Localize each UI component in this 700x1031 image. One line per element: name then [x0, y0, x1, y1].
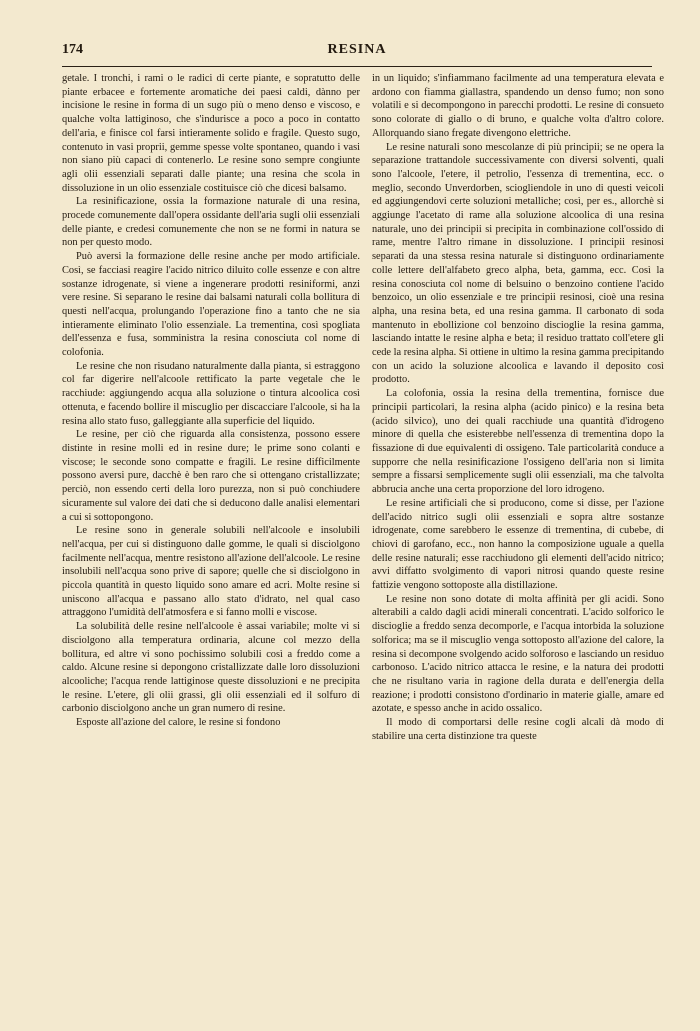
running-title: RESINA [327, 42, 387, 57]
paragraph: La resinificazione, ossia la formazione naturale di una resina, procede comunemente dall'opera ossidante dell'aria sugli olii essenziali delle piante, e credesi comunemente che non se ne formi in natura se non per questo modo. [62, 196, 360, 249]
paragraph: Esposte all'azione del calore, le resine si fondono [76, 717, 281, 729]
paragraph: Il modo di comportarsi delle resine cogli alcali dà modo di stabilire una certa distinzione tra queste [372, 717, 664, 742]
paragraph: Le resine artificiali che si producono, come si disse, per l'azione dell'acido nitrico sugli olii essenziali e sopra altre sostanze idrogenate, come sarebbero le essenze di trementina, di cubebe, di chiovi di garofano, ecc., non hanno la composizione uguale a quella delle resine naturali; esse racchiudono gli elementi dell'acido nitrico; avvi diffatto svolgimento di vapori nitrosi quando queste resine fattizie vengono sottoposte alla distillazione. [372, 497, 664, 592]
left-column [62, 72, 360, 997]
paragraph: Le resine, per ciò che riguarda alla consistenza, possono essere distinte in resine molli ed in resine dure; le prime sono colanti e viscose; le seconde sono compatte e fragili. Le resine difficilmente possono aversi pure, dacchè è ben raro che si ottengano cristallizzate; perciò, non essendo certi della loro purezza, non si può conchiudere sicuramente sul valore dei dati che si deducono dalle analisi elementari a cui si sottopongono. [62, 429, 360, 523]
paragraph: Le resine naturali sono mescolanze di più principii; se ne opera la separazione trattandole successivamente con diversi solventi, quali sono l'alcoole, l'etere, il petrolio, l'essenza di trementina, ecc. o meglio, secondo Unverdorben, sciogliendole in uno di questi veicoli ed aggiungendovi certe soluzioni metalliche; così, per es., allorchè si aggiunge l'acetato di rame alla soluzione alcoolica di una resina naturale, uno dei principii si precipita in combinazione coll'ossido di rame, mentre l'altro rimane in dissoluzione. I principii resinosi separati da una stessa resina naturale si distinguono ordinariamente colle lettere dell'alfabeto greco alpha, beta, gamma, ecc. Così la resina conosciuta col nome di belsuino o benzoino contiene l'acido benzoico, un olio essenziale e tre principii resinosi, cioè una resina alpha, una resina beta, ed una resina gamma. Il carbonato di soda mantenuto in ebollizione col benzoino discioglie la resina gamma, lasciando intatte le resine alpha e beta; il residuo trattato coll'etere gli cede la resina alpha. Si ottiene in ultimo la resina gamma precipitando con un acido la soluzione alcoolica e lavando il deposito così prodotto. [372, 141, 664, 386]
paragraph: Le resine che non risudano naturalmente dalla pianta, si estraggono col far digerire nell'alcoole rettificato la parte vegetale che le racchiude: aggiungendo acqua alla soluzione o tintura alcoolica così ottenuta, e facendo bollire il miscuglio per discacciare l'alcoole, si ha la resina allo stato fuso, galleggiante alla superficie del liquido. [62, 360, 360, 427]
right-column [372, 72, 664, 997]
page-header [62, 42, 652, 62]
paragraph: Le resine sono in generale solubili nell'alcoole e insolubili nell'acqua, per cui si distinguono dalle gomme, le quali si disciolgono facilmente nell'acqua, mentre resistono all'azione dell'alcoole. Le resine insolubili nell'acqua sono prive di sapore; quelle che si disciolgono in piccola quantità in questo liquido sono amare ed acri. Molte resine si uniscono all'acqua e passano allo stato d'idrato, nel qual caso attraggono l'umidità dell'atmosfera e si fanno molli e viscose. [62, 525, 360, 619]
header-rule [62, 66, 652, 67]
paragraph: getale. I tronchi, i rami o le radici di certe piante, e sopratutto delle piante erbacee e fortemente aromatiche dei paesi caldi, dànno per incisione le resine in forma di un sugo più o meno denso e viscoso, e qualche volta lattiginoso, che s'indurisce a poco a poco in contatto dell'aria, e finisce col farsi intieramente solido e fragile. Questo sugo, contenuto in vasi proprii, gemme spesse volte spontaneo, quando i vasi non siano più capaci di contenerlo. Le resine sono sempre congiunte agli olii essenziali separati dalle piante; una resina che scola in dissoluzione in un olio essenziale costituisce ciò che dicesi balsamo. [62, 73, 360, 194]
paragraph: in un liquido; s'infiammano facilmente ad una temperatura elevata e ardono con fiamma giallastra, spandendo un denso fumo; non sono volatili e si decompongono in parecchi prodotti. Le resine di consueto sono colorate di giallo o di bruno, e qualche volta d'altro colore. Allorquando siano fregate divengono elettriche. [372, 73, 664, 139]
page-number: 174 [62, 42, 83, 57]
paragraph: Le resine non sono dotate di molta affinità per gli acidi. Sono alterabili a caldo dagli acidi minerali concentrati. L'acido solforico le discioglie a freddo senza decomporle, e l'acqua intorbida la soluzione solforica; ma se il miscuglio venga sottoposto all'azione del calore, la resina si decompone svolgendo acido solforoso e lasciando un residuo carbonoso. L'acido nitrico attacca le resine, e la natura dei prodotti che ne risultano varia in ragione della durata e dell'energia della reazione; i prodotti consistono d'ordinario in materie gialle, amare ed azotate, e spesso anche in acido ossalico. [372, 593, 664, 715]
paragraph: La solubilità delle resine nell'alcoole è assai variabile; molte vi si disciolgono alla temperatura ordinaria, alcune col mezzo della bollitura, ed altre vi sono pochissimo solubili così a freddo come a caldo. Alcune resine si depongono cristallizzate dalle loro dissoluzioni alcooliche; l'acqua rende lattiginose queste dissoluzioni e ne precipita le resine. L'etere, gli olii grassi, gli olii essenziali ed il solfuro di carbonio disciolgono anche un gran numero di resine. [62, 621, 360, 715]
paragraph: Può aversi la formazione delle resine anche per modo artificiale. Così, se facciasi reagire l'acido nitrico diluito colle essenze e con altre sostanze idrogenate, si viene a ingenerare prodotti resiniformi, anzi vere resine. Si separano le resine dai balsami naturali colla bollitura di questi nell'acqua, prolungando l'operazione fino a tanto che ne sia intieramente eliminato l'olio essenziale. La trementina, così spogliata dell'essenza e fusa, somministra la resina conosciuta col nome di colofonia. [62, 251, 360, 359]
paragraph: La colofonia, ossia la resina della trementina, fornisce due principii particolari, la resina alpha (acido pinico) e la resina beta (acido silvico), uno dei quali racchiude una quantità d'idrogeno minore di quella che esisterebbe nell'essenza di trementina dopo la fissazione di due equivalenti di ossigeno. Tale particolarità conduce a supporre che nella resinificazione l'ossigeno dell'aria non si limita sempre a fissarsi semplicemente sugli olii essenziali, ma che talvolta abbrucia anche una certa proporzione del loro idrogeno. [372, 388, 664, 496]
